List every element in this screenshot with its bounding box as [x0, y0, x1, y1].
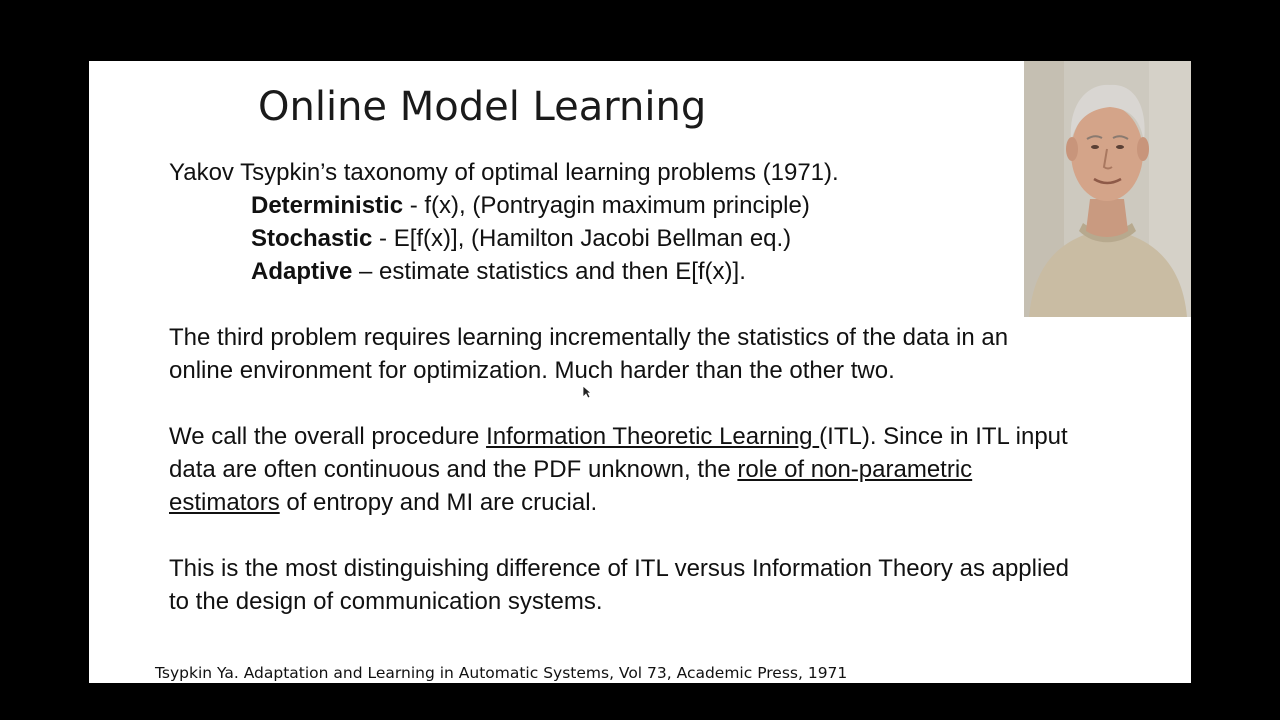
taxonomy-item-adaptive: [169, 255, 1069, 288]
taxonomy-item-stochastic: [169, 222, 1069, 255]
estimators-link[interactable]: role of non-parametric estimators: [169, 456, 973, 516]
taxonomy-separator: -: [403, 192, 425, 219]
distinguishing-paragraph: This is the most distinguishing difference of ITL versus Information Theory as applied to the design of communication systems.: [169, 555, 1070, 615]
mouse-cursor-icon: [582, 385, 592, 399]
taxonomy-description: E[f(x)], (Hamilton Jacobi Bellman eq.): [393, 225, 792, 252]
itl-text-3: of entropy and MI are crucial.: [279, 489, 598, 516]
slide-title: Online Model Learning: [258, 84, 707, 130]
intro-text: Yakov Tsypkin’s taxonomy of optimal learning problems (1971).: [169, 159, 839, 186]
itl-text-1: We call the overall procedure: [169, 423, 487, 450]
taxonomy-term: Deterministic: [251, 192, 404, 219]
itl-paragraph: [169, 420, 1069, 519]
taxonomy-description: estimate statistics and then E[f(x)].: [379, 258, 746, 285]
spacer: [169, 387, 1069, 420]
third-problem-paragraph: The third problem requires learning incrementally the statistics of the data in an online environment for optimization. Much harder than the other two.: [169, 324, 1009, 384]
slide-body: [169, 156, 1069, 618]
citation: Tsypkin Ya. Adaptation and Learning in Automatic Systems, Vol 73, Academic Press, 1971: [155, 664, 848, 682]
taxonomy-item-deterministic: [169, 189, 1069, 222]
taxonomy-description: f(x), (Pontryagin maximum principle): [424, 192, 810, 219]
itl-link[interactable]: Information Theoretic Learning: [486, 423, 820, 450]
itl-text-2: (ITL). Since in ITL input data are often continuous and the PDF unknown, the: [169, 423, 1068, 483]
taxonomy-term: Stochastic: [251, 225, 373, 252]
taxonomy-term: Adaptive: [251, 258, 353, 285]
spacer: [169, 288, 1069, 321]
taxonomy-separator: –: [352, 258, 380, 285]
spacer: [169, 519, 1069, 552]
taxonomy-separator: -: [372, 225, 394, 252]
slide: [89, 61, 1191, 683]
